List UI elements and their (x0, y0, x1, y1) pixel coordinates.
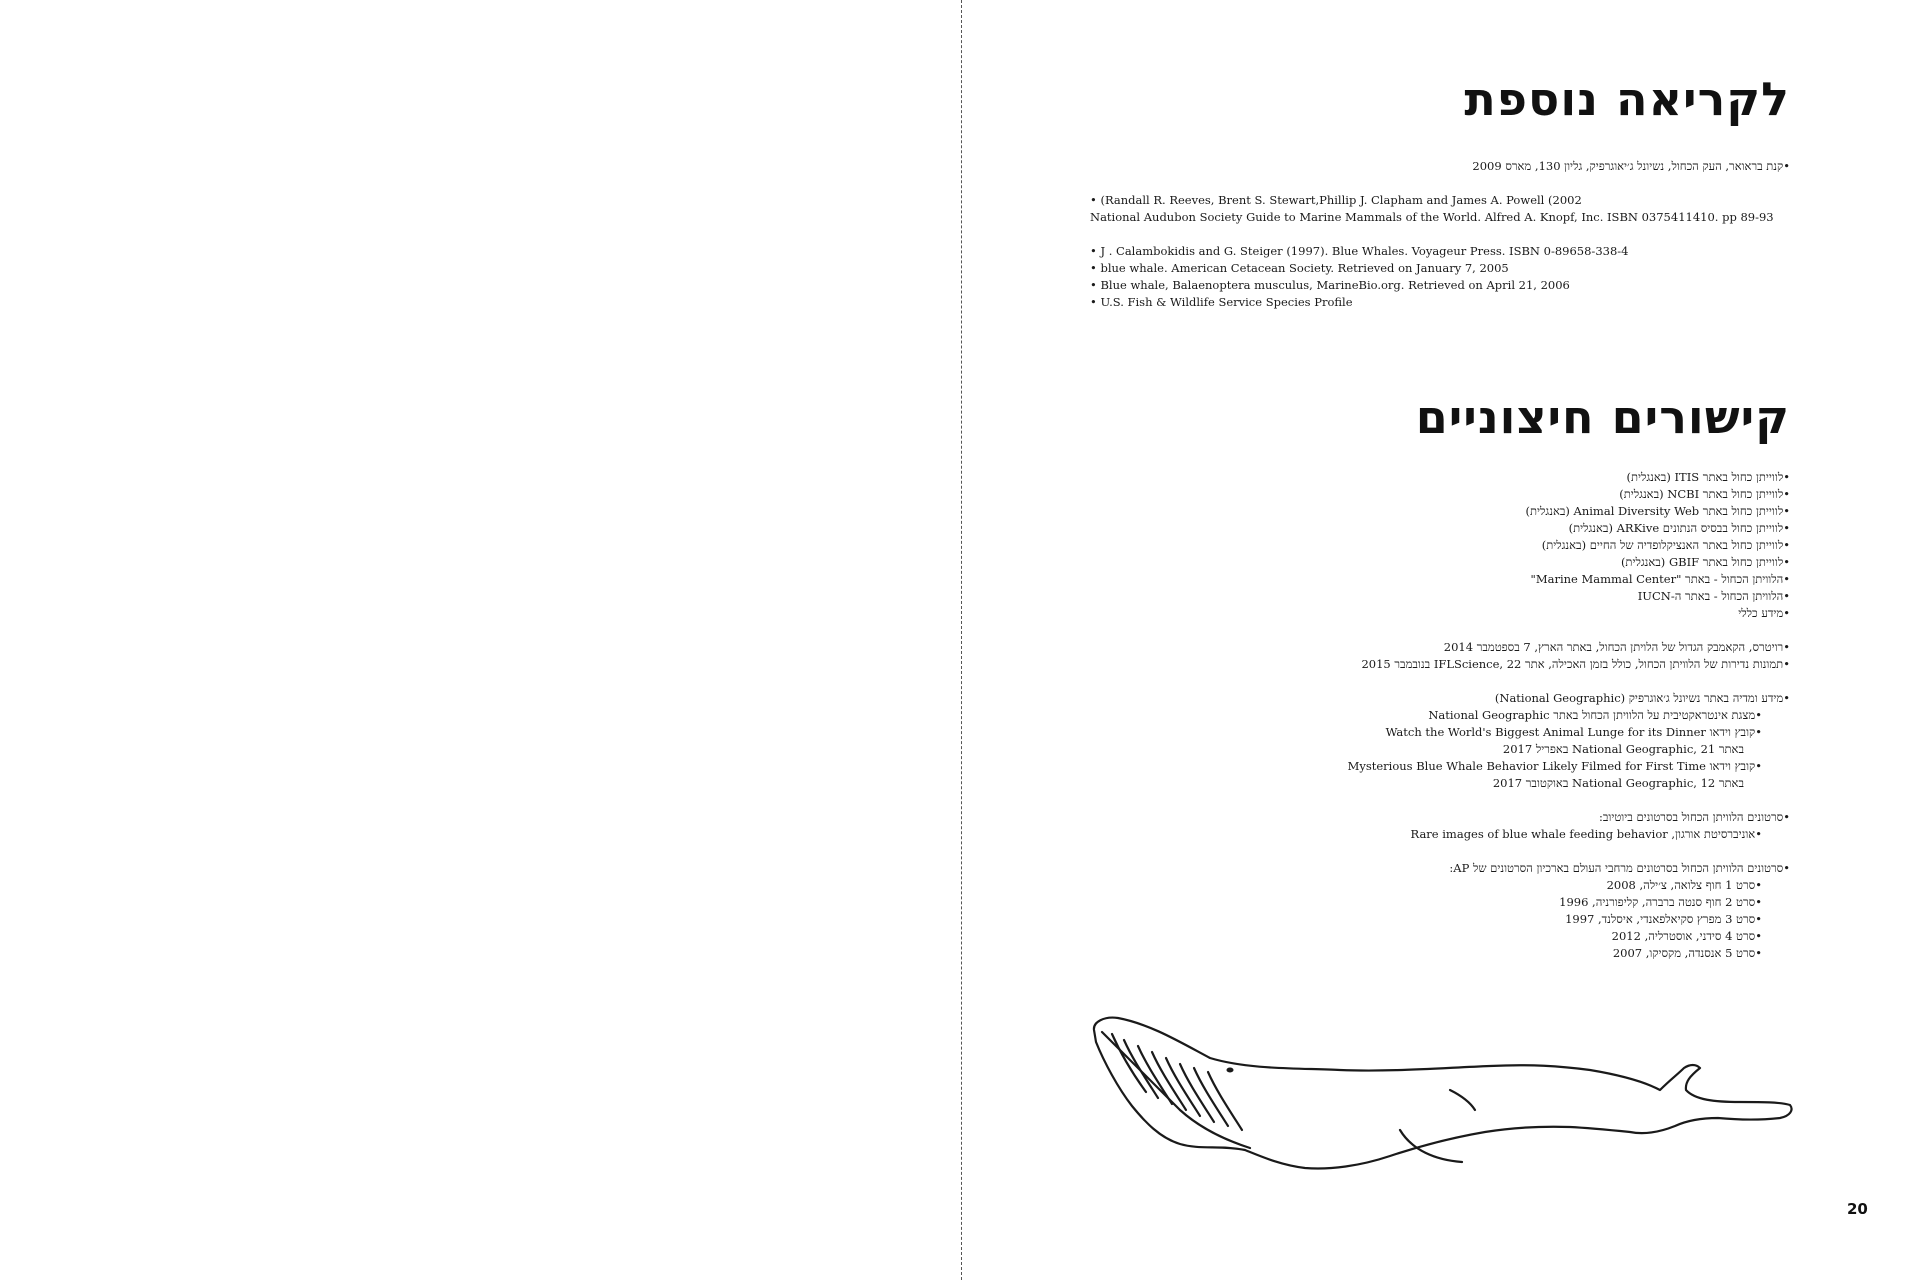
ap-heading: • סרטונים הלוויתן הכחול בסרטונים מרחבי העולם בארכיון הסרטונים של AP: (1090, 860, 1790, 877)
link-item[interactable]: • רויטרס, הקאמבק הגדול של הלויתן הכחול, באתר הארץ, 7 בספטמבר 2014 (1090, 639, 1790, 656)
youtube-heading: • סרטונים הלוויתן הכחול בסרטונים ביוטיוב: (1090, 809, 1790, 826)
link-item[interactable]: • לווייתן כחול באתר Animal Diversity Web (באנגלית) (1090, 503, 1790, 520)
link-item[interactable]: • תמונות נדירות של הלוויתן הכחול, כולל בזמן האכילה, אתר IFLScience, 22 בנובמבר 2015 (1090, 656, 1790, 673)
link-item-continuation: באתר National Geographic, 12 באוקטובר 2017 (1492, 776, 1744, 790)
link-item[interactable]: • סרט 3 מפרץ סקיאלפאנדי, איסלנד, 1997 (1090, 911, 1790, 928)
link-item[interactable]: • לווייתן כחול בבסיס הנתונים ARKive (באנגלית) (1090, 520, 1790, 537)
further-reading-hebrew (1472, 158, 1790, 175)
link-item[interactable]: • לווייתן כחול באתר NCBI (באנגלית) (1090, 486, 1790, 503)
natgeo-heading: • מידע ומדיה באתר נשיונל ג׳אוגרפיק (National Geographic) (1090, 690, 1790, 707)
link-item[interactable]: • סרט 4 סידני, אוסטרליה, 2012 (1090, 928, 1790, 945)
further-reading-title: לקריאה נוספת (1464, 72, 1790, 126)
further-reading-item: • J . Calambokidis and G. Steiger (1997). Blue Whales. Voyageur Press. ISBN 0-89658-338-4 (1090, 244, 1629, 258)
further-reading-item: • (Randall R. Reeves, Brent S. Stewart,Phillip J. Clapham and James A. Powell (2002 (1090, 193, 1582, 207)
external-links-list (1090, 469, 1790, 962)
further-reading-item: • Blue whale, Balaenoptera musculus, MarineBio.org. Retrieved on April 21, 2006 (1090, 278, 1570, 292)
link-item[interactable]: • הלוויתן הכחול - באתר ה-IUCN (1090, 588, 1790, 605)
link-item[interactable]: • אוניברסיטת אורגון, Rare images of blue whale feeding behavior (1090, 826, 1790, 843)
link-item[interactable]: • סרט 2 חוף סנטה ברברה, קליפורניה, 1996 (1090, 894, 1790, 911)
further-reading-item: National Audubon Society Guide to Marine Mammals of the World. Alfred A. Knopf, Inc. ISBN 0375411410. pp 89-93 (1090, 210, 1774, 224)
link-item[interactable]: • סרט 1 חוף צלואה, צ׳ילה, 2008 (1090, 877, 1790, 894)
external-links-title: קישורים חיצוניים (1415, 390, 1790, 444)
further-reading-english-list (1090, 192, 1790, 311)
link-item[interactable]: • קובץ וידאו Watch the World's Biggest Animal Lunge for its Dinner (1090, 724, 1790, 741)
link-item[interactable]: • לווייתן כחול באתר האנציקלופדיה של החיים (באנגלית) (1090, 537, 1790, 554)
link-item-continuation: באתר National Geographic, 21 באפריל 2017 (1502, 742, 1744, 756)
page-number: 20 (1847, 1200, 1868, 1218)
link-item[interactable]: • לווייתן כחול באתר GBIF (באנגלית) (1090, 554, 1790, 571)
whale-illustration (1090, 1010, 1800, 1210)
link-item[interactable]: • קובץ וידאו Mysterious Blue Whale Behavior Likely Filmed for First Time (1090, 758, 1790, 775)
book-spine-divider (961, 0, 962, 1280)
further-reading-item: • קנת בראואר, העק הכחול, נשיונל ג׳יאוגרפיק, גליון 130, מארס 2009 (1472, 158, 1790, 175)
link-item[interactable]: • הלוויתן הכחול - באתר "Marine Mammal Center" (1090, 571, 1790, 588)
link-item[interactable]: • לווייתן כחול באתר ITIS (באנגלית) (1090, 469, 1790, 486)
further-reading-item: • blue whale. American Cetacean Society. Retrieved on January 7, 2005 (1090, 261, 1509, 275)
further-reading-item: • U.S. Fish & Wildlife Service Species Profile (1090, 295, 1353, 309)
link-item[interactable]: • סרט 5 אנסנדה, מקסיקו, 2007 (1090, 945, 1790, 962)
link-item[interactable]: • מידע כללי (1090, 605, 1790, 622)
link-item[interactable]: • מצגת אינטראקטיבית על הלוויתן הכחול באתר National Geographic (1090, 707, 1790, 724)
